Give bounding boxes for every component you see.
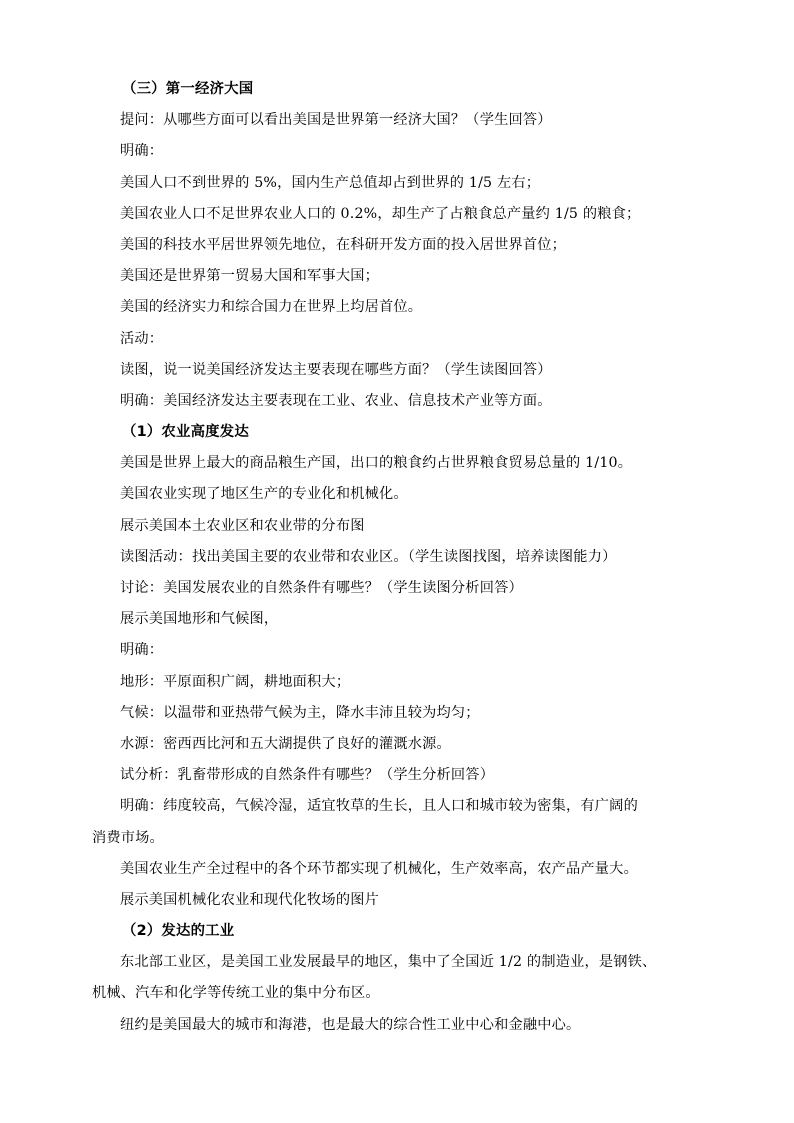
paragraph-line: 水源：密西西比河和五大湖提供了良好的灌溉水源。 xyxy=(120,735,451,752)
paragraph-line: 美国的科技水平居世界领先地位，在科研开发方面的投入居世界首位； xyxy=(120,236,567,253)
section-heading-agriculture: （1）农业高度发达 xyxy=(122,424,249,441)
paragraph-line: 展示美国本土农业区和农业带的分布图 xyxy=(120,517,365,534)
paragraph-line: 明确：美国经济发达主要表现在工业、农业、信息技术产业等方面。 xyxy=(120,392,552,409)
paragraph-line: 试分析：乳畜带形成的自然条件有哪些？（学生分析回答） xyxy=(120,767,495,784)
paragraph-line: 美国农业人口不足世界农业人口的 0.2%，却生产了占粮食总产量约 1/5 的粮食； xyxy=(120,205,641,222)
activity-label: 活动： xyxy=(120,330,164,347)
paragraph-line: 读图，说一说美国经济发达主要表现在哪些方面？（学生读图回答） xyxy=(120,361,552,378)
paragraph-line: 美国的经济实力和综合国力在世界上均居首位。 xyxy=(120,299,423,316)
section-heading-economy: （三）第一经济大国 xyxy=(122,81,254,97)
paragraph-line: 展示美国地形和气候图， xyxy=(120,611,279,628)
paragraph-line: 美国人口不到世界的 5%，国内生产总值却占到世界的 1/5 左右； xyxy=(120,174,541,191)
paragraph-line: 明确：纬度较高，气候冷湿，适宜牧草的生长，且人口和城市较为密集，有广阔的 xyxy=(120,798,638,815)
section-heading-industry: （2）发达的工业 xyxy=(122,923,235,940)
paragraph-line: 读图活动：找出美国主要的农业带和农业区。（学生读图找图，培养读图能力） xyxy=(120,548,617,565)
paragraph-line-continued: 机械、汽车和化学等传统工业的集中分布区。 xyxy=(92,985,380,1002)
paragraph-line: 地形：平原面积广阔，耕地面积大； xyxy=(120,673,351,690)
document-body xyxy=(0,74,794,1041)
paragraph-line: 讨论：美国发展农业的自然条件有哪些？（学生读图分析回答） xyxy=(120,580,523,596)
paragraph-line: 美国是世界上最大的商品粮生产国，出口的粮食约占世界粮食贸易总量的 1/10。 xyxy=(120,455,633,472)
clarify-label: 明确： xyxy=(120,642,164,659)
paragraph-line: 美国农业生产全过程中的各个环节都实现了机械化，生产效率高，农产品产量大。 xyxy=(120,860,638,877)
paragraph-line: 美国还是世界第一贸易大国和军事大国； xyxy=(120,268,379,285)
paragraph-line: 美国农业实现了地区生产的专业化和机械化。 xyxy=(120,486,408,503)
question-line: 提问：从哪些方面可以看出美国是世界第一经济大国？（学生回答） xyxy=(120,112,552,129)
paragraph-line: 气候：以温带和亚热带气候为主，降水丰沛且较为均匀； xyxy=(120,704,480,721)
paragraph-line: 东北部工业区，是美国工业发展最早的地区，集中了全国近 1/2 的制造业，是钢铁、 xyxy=(120,954,657,971)
paragraph-line-continued: 消费市场。 xyxy=(92,829,164,846)
paragraph-line: 展示美国机械化农业和现代化牧场的图片 xyxy=(120,891,379,908)
clarify-label: 明确： xyxy=(120,143,164,160)
paragraph-line: 纽约是美国最大的城市和海港，也是最大的综合性工业中心和金融中心。 xyxy=(120,1016,581,1033)
